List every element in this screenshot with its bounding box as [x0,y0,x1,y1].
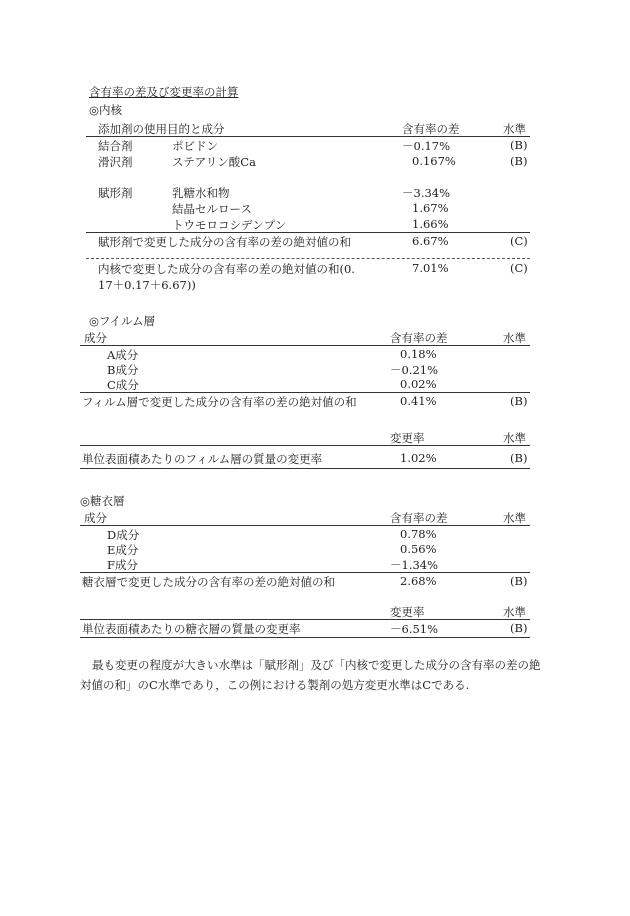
divider [80,572,530,573]
core-row-component: ステアリン酸Ca [172,155,256,169]
film-rate-level: (B) [510,451,528,465]
core-row-purpose: 結合剤 [98,139,133,153]
film-heading: ◎フイルム層 [89,314,156,328]
film-row-component: A成分 [107,348,139,362]
core-row-component: 結晶セルロース [172,202,252,216]
core-excipient-sum-diff: 6.67% [412,234,449,248]
divider [86,232,530,233]
core-total-level: (C) [510,261,528,275]
divider [80,468,530,469]
page-title: 含有率の差及び変更率の計算 [89,85,239,99]
sugar-row-diff: 0.56% [400,542,437,556]
sugar-header-diff: 含有率の差 [390,511,448,525]
core-row-diff: －3.34% [402,186,451,200]
film-sum-level: (B) [510,394,528,408]
core-total-label-cont: 17＋0.17＋6.67)) [98,278,196,292]
core-row-component: ポビドン [172,139,218,153]
core-row-diff: 1.66% [412,217,449,231]
core-row-component: 乳糖水和物 [172,186,230,200]
sugar-row-diff: －1.34% [390,558,439,572]
core-total-diff: 7.01% [412,261,449,275]
core-row-level: (B) [510,138,528,152]
film-rate-header-level: 水準 [503,431,526,445]
film-sum-label: フィルム層で変更した成分の含有率の差の絶対値の和 [82,395,357,409]
core-header-diff: 含有率の差 [402,122,460,136]
core-header-label: 添加剤の使用目的と成分 [98,122,225,136]
sugar-header-label: 成分 [84,511,107,525]
sugar-sum-label: 糖衣層で変更した成分の含有率の差の絶対値の和 [82,575,335,589]
divider [80,445,530,446]
film-header-diff: 含有率の差 [390,331,448,345]
core-row-purpose: 賦形剤 [98,186,133,200]
film-rate-label: 単位表面積あたりのフィルム層の質量の変更率 [82,452,323,466]
sugar-header-level: 水準 [503,511,526,525]
divider [80,392,530,393]
core-row-diff: 0.167% [412,154,456,168]
sugar-sum-diff: 2.68% [400,574,437,588]
sugar-rate-diff: －6.51% [390,622,439,636]
film-row-diff: 0.02% [400,377,437,391]
core-row-level: (B) [510,154,528,168]
core-row-diff: －0.17% [402,139,451,153]
conclusion-text-cont: 対値の和」のC水準であり，この例における製剤の処方変更水準はCである. [80,678,470,692]
sugar-heading: ◎糖衣層 [80,494,125,508]
divider [80,637,530,638]
core-header-level: 水準 [503,122,526,136]
core-row-purpose: 滑沢剤 [98,155,133,169]
core-row-component: トウモロコシデンプン [172,218,287,232]
core-total-label: 内核で変更した成分の含有率の差の絶対値の和(0. [98,262,355,276]
conclusion-text: 最も変更の程度が大きい水準は「賦形剤」及び「内核で変更した成分の含有率の差の絶 [92,658,541,672]
film-sum-diff: 0.41% [400,394,437,408]
film-row-diff: 0.18% [400,347,437,361]
sugar-row-component: F成分 [107,558,138,572]
dashed-divider [86,258,530,259]
core-excipient-sum-label: 賦形剤で変更した成分の含有率の差の絶対値の和 [98,235,351,249]
sugar-rate-header-level: 水準 [503,605,526,619]
film-rate-header-diff: 変更率 [390,431,425,445]
sugar-rate-level: (B) [510,621,528,635]
divider [80,345,530,346]
film-row-component: C成分 [107,378,139,392]
divider [80,619,530,620]
sugar-row-diff: 0.78% [400,527,437,541]
sugar-row-component: D成分 [107,528,140,542]
sugar-rate-label: 単位表面積あたりの糖衣層の質量の変更率 [82,622,301,636]
film-rate-diff: 1.02% [400,451,437,465]
core-row-diff: 1.67% [412,201,449,215]
divider [86,136,530,137]
core-excipient-sum-level: (C) [510,234,528,248]
sugar-sum-level: (B) [510,574,528,588]
film-header-label: 成分 [84,331,107,345]
core-heading: ◎内核 [89,103,123,117]
sugar-row-component: E成分 [107,543,139,557]
film-header-level: 水準 [503,331,526,345]
film-row-diff: －0.21% [390,363,439,377]
sugar-rate-header-diff: 変更率 [390,605,425,619]
film-row-component: B成分 [107,363,139,377]
divider [80,525,530,526]
